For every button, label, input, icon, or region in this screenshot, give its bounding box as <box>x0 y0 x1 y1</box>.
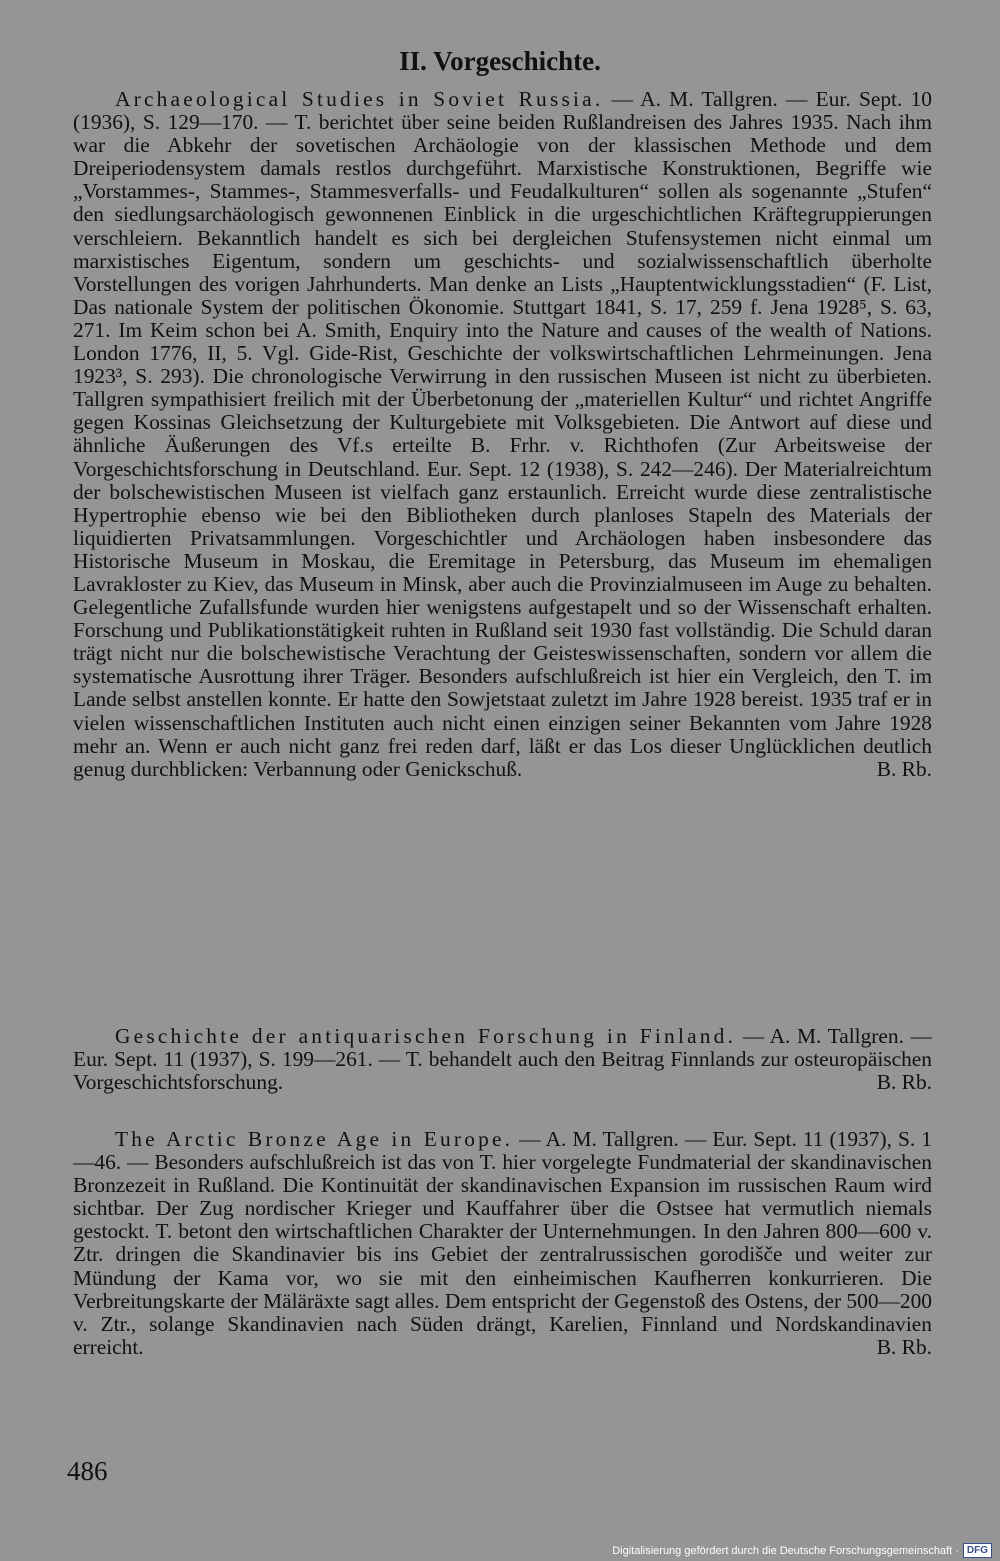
digitization-footer <box>612 1543 992 1558</box>
entry-paragraph <box>73 88 932 781</box>
entry-paragraph <box>73 1025 932 1094</box>
entry-title: Geschichte der antiquarischen Forschung in Finland. <box>115 1024 737 1048</box>
footer-text: Digitalisierung gefördert durch die Deutsche Forschungsgemeinschaft · <box>612 1544 959 1557</box>
entry-arctic-bronze-age <box>73 1128 932 1359</box>
entry-signature: B. Rb. <box>876 1334 932 1359</box>
page-number: 486 <box>67 1456 108 1486</box>
entry-body: — A. M. Tallgren. — Eur. Sept. 10 (1936), S. 129—170. — T. berichtet über seine beiden Rußlandreisen des Jahres 1935. Nach ihm war die Abkehr der sovetischen Archäologie von der klassischen Methode und dem Dreiperiodensystem damals restlos durchgeführt. Marxistische Konstruktionen, Begriffe wie „Vorstammes-, Stammes-, Stammesverfalls- und Feudalkulturen“ sollen als sogenannte „Stufen“ den siedlungsarchäologisch gewonnenen Einblick in die urgeschichtlichen Kräftegruppierungen verschleiern. Bekanntlich handelt es sich bei dergleichen Stufensystemen nicht einmal um marxistisches Eigentum, sondern um geschichts- und sozialwissenschaftlich überholte Vorstellungen des vorigen Jahrhunderts. Man denke an Lists „Hauptentwicklungsstadien“ (F. List, Das nationale System der politischen Ökonomie. Stuttgart 1841, S. 17, 259 f. Jena 1928⁵, S. 63, 271. Im Keim schon bei A. Smith, Enquiry into the Nature and causes of the wealth of Nations. London 1776, II, 5. Vgl. Gide-Rist, Geschichte der volkswirtschaftlichen Lehrmeinungen. Jena 1923³, S. 293). Die chronologische Verwirrung in den russischen Museen ist nicht zu überbieten. Tallgren sympathisiert freilich mit der Überbetonung der „materiellen Kultur“ und richtet Angriffe gegen Kossinas Gleichsetzung der Kulturgebiete mit Volksgebieten. Die Antwort auf diese und ähnliche Äußerungen des Vf.s erteilte B. Frhr. v. Richthofen (Zur Arbeitsweise der Vorgeschichtsforschung in Deutschland. Eur. Sept. 12 (1938), S. 242—246). Der Materialreichtum der bolschewistischen Museen ist vielfach ganz erstaunlich. Erreicht wurde diese zentralistische Hypertrophie ebenso wie bei den Bibliotheken durch planloses Stapeln des Materials der liquidierten Privatsammlungen. Vorgeschichtler und Archäologen haben insbesondere das Historische Museum in Moskau, die Eremitage in Petersburg, das Museum im ehemaligen Lavrakloster zu Kiev, das Museum in Minsk, aber auch die Provinzialmuseen im Auge zu behalten. Gelegentliche Zufallsfunde wurden hier wenigstens aufgestapelt und so der Wissenschaft erhalten. Forschung und Publikationstätigkeit ruhten in Rußland seit 1930 fast vollständig. Die Schuld daran trägt nicht nur die bolschewistische Verachtung der Geisteswissenschaften, sondern vor allem die systematische Ausrottung ihrer Träger. Besonders aufschlußreich ist hier ein Vergleich, den T. im Lande selbst anstellen konnte. Er hatte den Sowjetstaat zuletzt im Jahre 1928 bereist. 1935 traf er in vielen wissenschaftlichen Instituten auch nicht einen einzigen seiner Bekannten vom Jahre 1928 mehr an. Wenn er auch nicht ganz frei reden darf, läßt er das Los dieser Unglücklichen deutlich genug durchblicken: Verbannung oder Genickschuß. <box>73 87 932 781</box>
entry-archaeological-studies <box>73 88 932 781</box>
entry-antiquarische-forschung <box>73 1025 932 1094</box>
section-title: II. Vorgeschichte. <box>399 46 601 76</box>
entry-body: — A. M. Tallgren. — Eur. Sept. 11 (1937), S. 199—261. — T. behandelt auch den Beitrag Finnlands zur osteuropäischen Vorgeschichtsforschung. <box>73 1024 932 1095</box>
entry-signature: B. Rb. <box>876 756 932 781</box>
entry-signature: B. Rb. <box>876 1070 932 1095</box>
entry-paragraph <box>73 1128 932 1359</box>
entry-title: Archaeological Studies in Soviet Russia. <box>115 87 604 111</box>
entry-body: — A. M. Tallgren. — Eur. Sept. 11 (1937), S. 1—46. — Besonders aufschlußreich ist das von T. hier vorgelegte Fundmaterial der skandinavischen Bronzezeit in Rußland. Die Kontinuität der skandinavischen Expansion im russischen Raum wird sichtbar. Der Zug nordischer Krieger und Kauffahrer über die Ostsee hat vermutlich niemals gestockt. T. betont den wirtschaftlichen Charakter der Unternehmungen. In den Jahren 800—600 v. Ztr. dringen die Skandinavier bis ins Gebiet der zentralrussischen gorodišče und weiter zur Mündung der Kama vor, wo sie mit den einheimischen Kaufherren konkurrieren. Die Verbreitungskarte der Mäläräxte sagt alles. Dem entspricht der Gegenstoß des Ostens, der 500—200 v. Ztr., solange Skandinavien nach Süden drängt, Karelien, Finnland und Nordskandinavien erreicht. <box>73 1127 932 1359</box>
dfg-logo: DFG <box>963 1543 992 1558</box>
entry-title: The Arctic Bronze Age in Europe. <box>115 1127 514 1151</box>
